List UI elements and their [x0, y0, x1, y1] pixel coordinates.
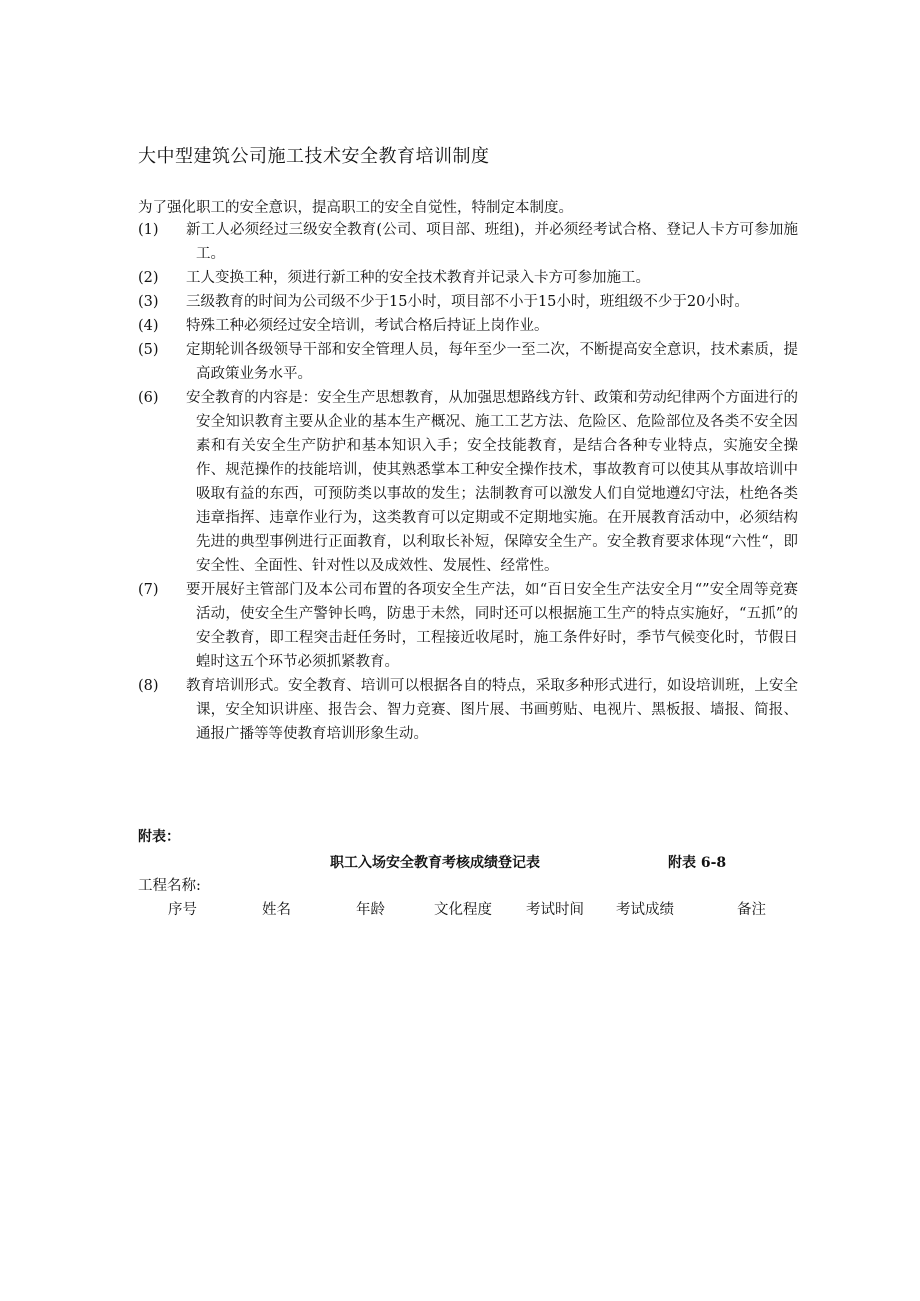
rule-item-7 [138, 578, 798, 674]
rule-number: (1) [138, 222, 159, 238]
appendix-label: 附表： [138, 829, 180, 845]
intro-paragraph: 为了强化职工的安全意识，提高职工的安全自觉性，特制定本制度。 [138, 200, 573, 216]
rule-item-5 [138, 338, 798, 386]
column-header-serial: 序号 [168, 902, 197, 918]
rule-text: 安全教育的内容是：安全生产思想教育，从加强思想路线方针、政策和劳动纪律两个方面进行的安全知识教育主要从企业的基本生产概况、施工工艺方法、危险区、危险部位及各类不安全因素和有关安全生产防护和基本知识入手；安全技能教育，是结合各种专业特点，实施安全操作、规范操作的技能培训，使其熟悉掌本工种安全操作技术，事故教育可以使其从事故培训中吸取有益的东西，可预防类以事故的发生；法制教育可以激发人们自觉地遵幻守法，杜绝各类违章指挥、违章作业行为，这类教育可以定期或不定期地实施。在开展教育活动中，必须结构先进的典型事例进行正面教育，以利取长补短，保障安全生产。安全教育要求体现“六性“，即安全性、全面性、针对性以及成效性、发展性、经常性。 [186, 390, 798, 574]
document-title: 大中型建筑公司施工技术安全教育培训制度 [138, 146, 490, 167]
project-name-label: 工程名称: [138, 878, 201, 894]
rule-number: (4) [138, 318, 159, 334]
rule-text: 定期轮训各级领导干部和安全管理人员，每年至少一至二次，不断提高安全意识，技术素质，提高政策业务水平。 [186, 342, 798, 382]
rule-text: 教育培训形式。安全教育、培训可以根据各自的特点，采取多种形式进行，如设培训班，上安全课，安全知识讲座、报告会、智力竞赛、图片展、书画剪贴、电视片、黑板报、墙报、简报、通报广播等等使教育培训形象生动。 [186, 678, 798, 742]
column-header-exam-score: 考试成绩 [616, 902, 674, 918]
column-header-age: 年龄 [356, 902, 385, 918]
rule-item-1 [138, 218, 798, 266]
column-header-remarks: 备注 [737, 902, 766, 918]
rule-item-2 [138, 266, 798, 290]
rule-number: (5) [138, 342, 159, 358]
column-header-education: 文化程度 [434, 902, 492, 918]
rule-text: 要开展好主管部门及本公司布置的各项安全生产法，如“百日安全生产法安全月“”安全周等竞赛活动，使安全生产警钟长鸣，防患于未然，同时还可以根据施工生产的特点实施好，“五抓”的安全教育，即工程突击赶任务时，工程接近收尾时，施工条件好时，季节气候变化时，节假日蝗时这五个环节必须抓紧教育。 [186, 582, 798, 670]
rule-item-3 [138, 290, 798, 314]
rule-text: 特殊工种必须经过安全培训，考试合格后持证上岗作业。 [186, 318, 549, 334]
rule-number: (7) [138, 582, 159, 598]
column-header-exam-time: 考试时间 [526, 902, 584, 918]
rule-number: (2) [138, 270, 159, 286]
rule-number: (3) [138, 294, 159, 310]
rule-list [138, 218, 798, 746]
table-reference: 附表 6-8 [668, 855, 727, 871]
rule-text: 工人变换工种，须进行新工种的安全技术教育并记录入卡方可参加施工。 [186, 270, 650, 286]
rule-number: (6) [138, 390, 159, 406]
rule-item-4 [138, 314, 798, 338]
rule-item-8 [138, 674, 798, 746]
column-header-name: 姓名 [262, 902, 291, 918]
rule-number: (8) [138, 678, 159, 694]
rule-text: 三级教育的时间为公司级不少于15小时，项目部不小于15小时，班组级不少于20小时。 [186, 294, 749, 310]
rule-item-6 [138, 386, 798, 578]
table-title: 职工入场安全教育考核成绩登记表 [330, 855, 540, 871]
rule-text: 新工人必须经过三级安全教育(公司、项目部、班组)，并必须经考试合格、登记人卡方可参加施工。 [186, 222, 798, 262]
